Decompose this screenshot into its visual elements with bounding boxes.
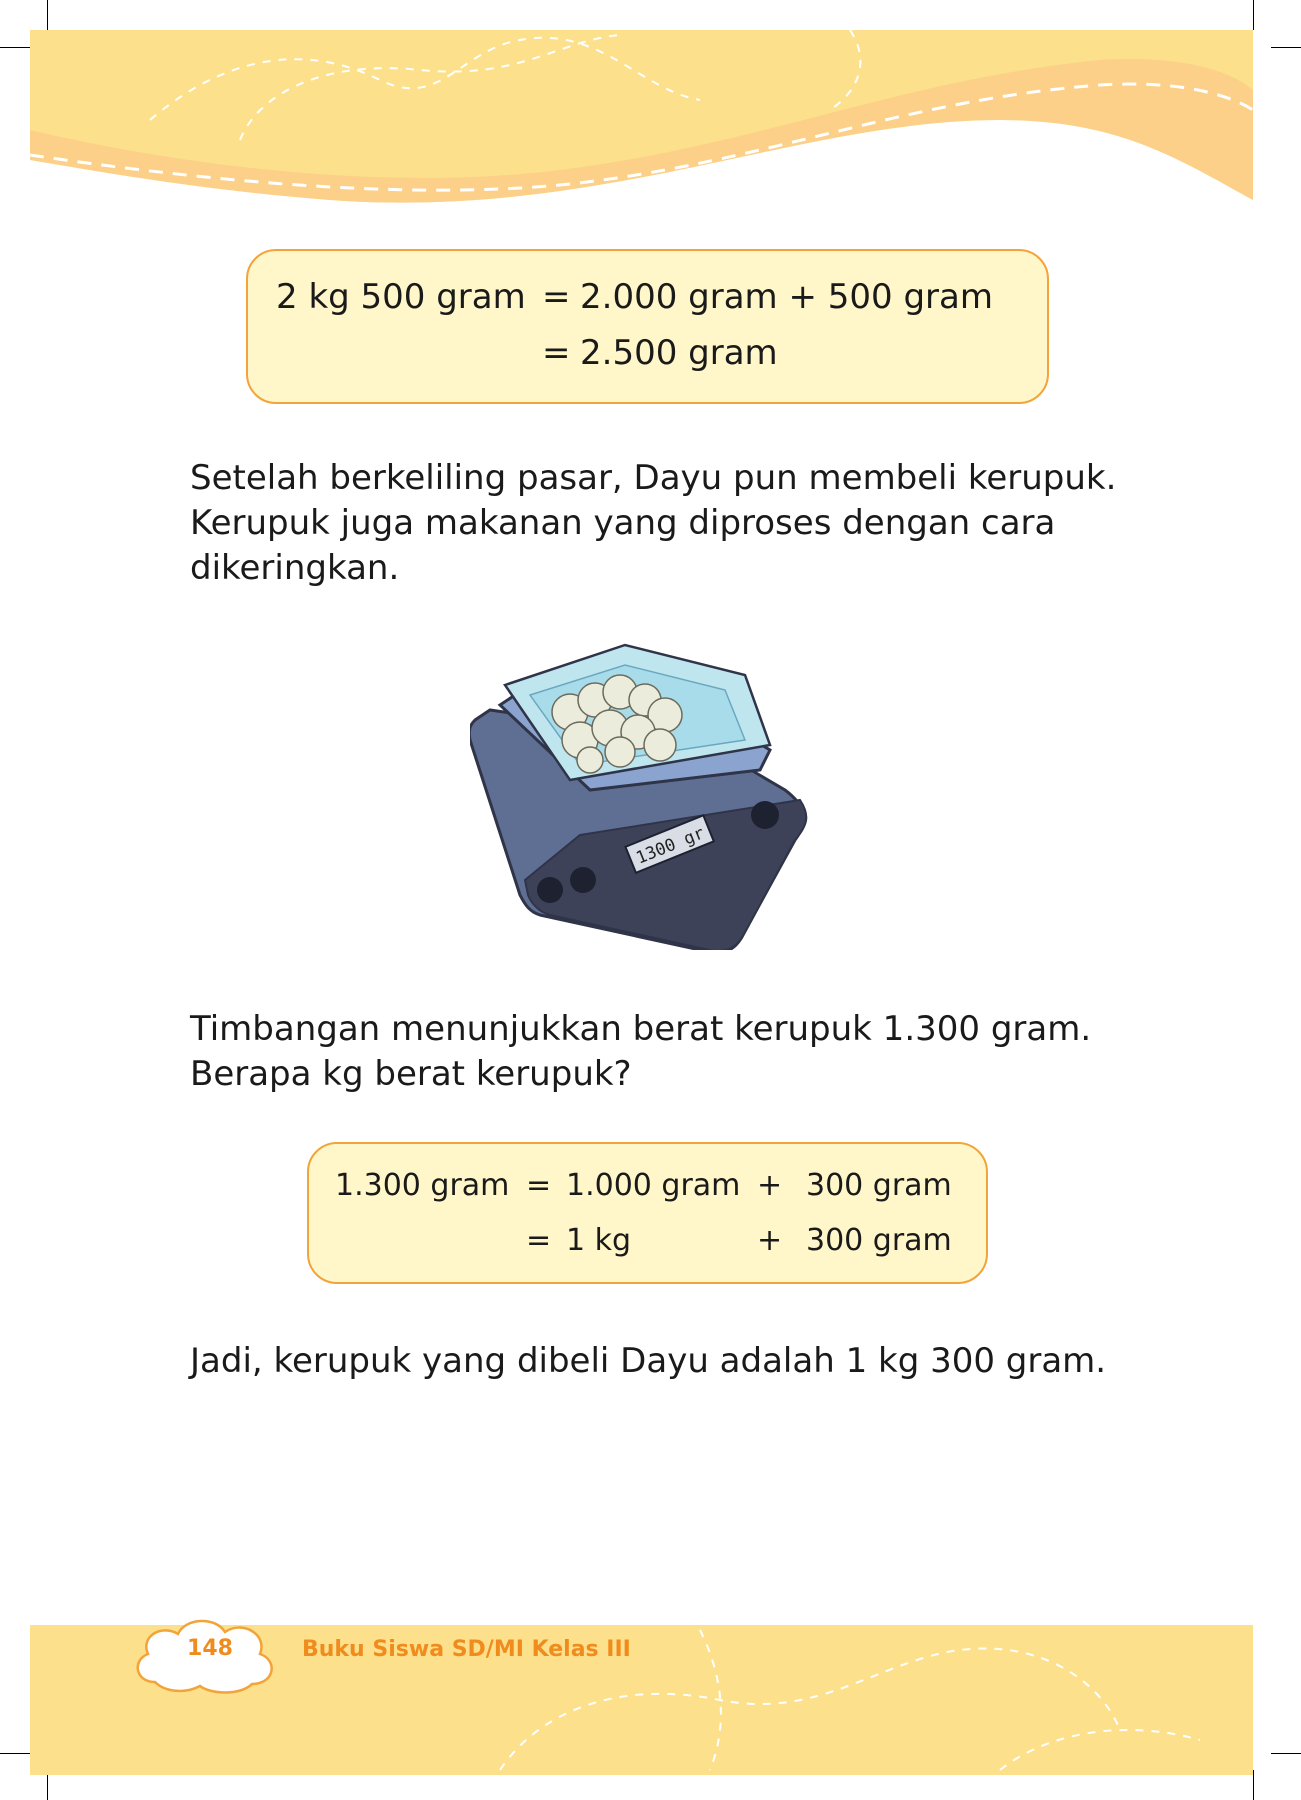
paragraph-dayu-buys-kerupuk: Setelah berkeliling pasar, Dayu pun membeli kerupuk. Kerupuk juga makanan yang diproses dengan cara dikeringkan. — [190, 458, 1117, 588]
crop-mark — [1271, 47, 1301, 48]
plus-sign: + — [757, 1168, 783, 1203]
paragraph-conclusion: Jadi, kerupuk yang dibeli Dayu adalah 1 kg 300 gram. — [190, 1341, 1107, 1381]
plus-sign: + — [757, 1223, 783, 1258]
crop-mark — [1253, 0, 1254, 30]
equation-lhs: 2 kg 500 gram — [276, 277, 526, 317]
equation-term: 300 gram — [806, 1168, 952, 1203]
equation-lhs: 1.300 gram — [335, 1168, 510, 1203]
equation-term: 300 gram — [806, 1223, 952, 1258]
scale-with-kerupuk-illustration — [470, 640, 820, 950]
equation-box-kg-to-gram — [246, 249, 1049, 404]
crop-mark — [0, 47, 30, 48]
equation-rhs: 2.000 gram + 500 gram — [580, 277, 993, 317]
equation-term: 1 kg — [566, 1223, 632, 1258]
equals-sign: = — [526, 1223, 552, 1258]
page-number: 148 — [187, 1636, 233, 1661]
equals-sign: = — [542, 333, 571, 373]
equation-term: 1.000 gram — [566, 1168, 741, 1203]
equation-result: 2.500 gram — [580, 333, 778, 373]
footer-book-title: Buku Siswa SD/MI Kelas III — [302, 1637, 631, 1662]
equals-sign: = — [542, 277, 571, 317]
header-wave-decoration — [0, 0, 1301, 240]
paragraph-scale-question: Timbangan menunjukkan berat kerupuk 1.300 gram. Berapa kg berat kerupuk? — [190, 1009, 1092, 1094]
scale-display-text: 1300 gr — [633, 823, 708, 869]
equals-sign: = — [526, 1168, 552, 1203]
equation-box-gram-to-kg — [307, 1142, 988, 1284]
crop-mark — [47, 0, 48, 30]
